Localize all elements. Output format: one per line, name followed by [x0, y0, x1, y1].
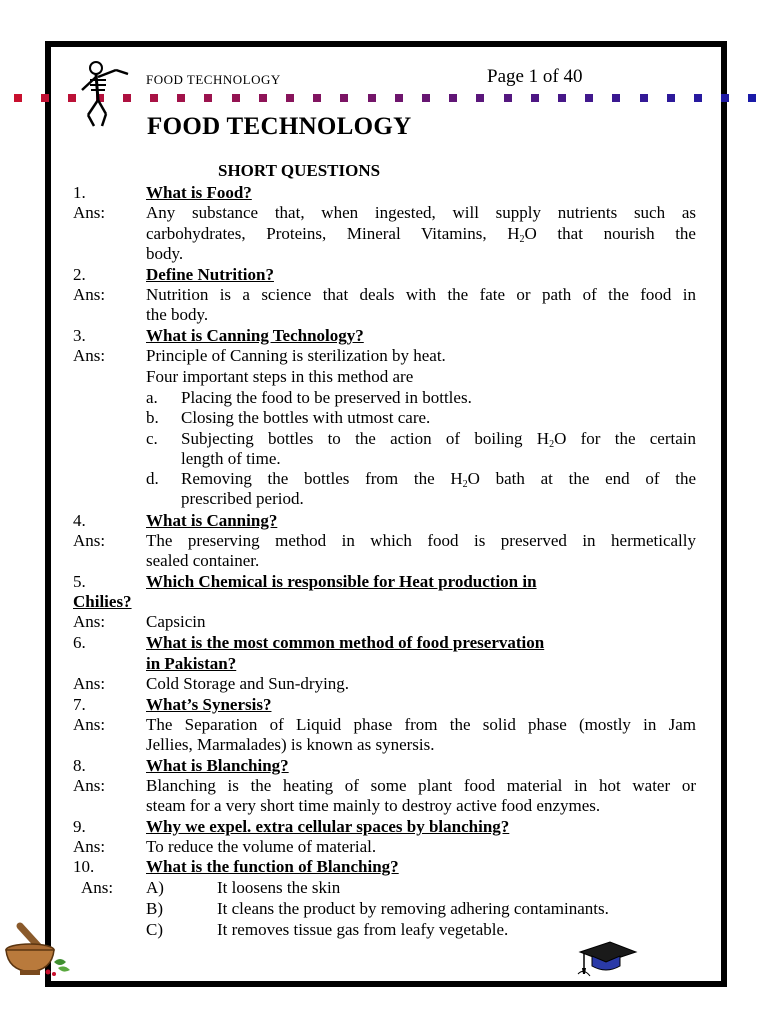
section-heading: SHORT QUESTIONS — [218, 161, 381, 180]
divider-dot — [259, 94, 267, 102]
divider-dot — [395, 94, 403, 102]
step-text: Removing the bottles from the $H_2O$ bath at the end of the — [181, 469, 696, 490]
divider-dot — [612, 94, 620, 102]
graduation-cap-clipart — [576, 938, 638, 978]
answer-label: Ans: — [73, 346, 106, 365]
answer-label: Ans: — [73, 674, 106, 693]
divider-dot — [232, 94, 240, 102]
answer-text: carbohydrates, Proteins, Mineral Vitamins, $H_2O$ that nourish the — [146, 224, 696, 245]
question-text: What is Food? — [146, 183, 252, 202]
question-text: What is Blanching? — [146, 756, 289, 775]
divider-dot — [150, 94, 158, 102]
skeleton-clipart — [76, 60, 132, 130]
item-letter: C) — [146, 920, 163, 939]
answer-label: Ans: — [73, 776, 106, 795]
step-letter: d. — [146, 469, 159, 488]
divider-dot — [640, 94, 648, 102]
divider-dot — [204, 94, 212, 102]
answer-label: Ans: — [73, 612, 106, 631]
divider-dot — [667, 94, 675, 102]
answer-text: The Separation of Liquid phase from the solid phase (mostly in Jam — [146, 715, 696, 734]
divider-dot — [449, 94, 457, 102]
question-text: What is Canning Technology? — [146, 326, 364, 345]
divider-dot — [748, 94, 756, 102]
divider-dot — [368, 94, 376, 102]
answer-text: Cold Storage and Sun-drying. — [146, 674, 350, 693]
answer-text: body. — [146, 244, 184, 263]
question-text: Which Chemical is responsible for Heat production in — [146, 572, 537, 591]
divider-dot — [721, 94, 729, 102]
question-number: 7. — [73, 695, 86, 714]
divider-dot — [340, 94, 348, 102]
answer-label: Ans: — [73, 837, 106, 856]
question-text: in Pakistan? — [146, 654, 237, 673]
item-text: It cleans the product by removing adhering contaminants. — [217, 899, 609, 918]
item-text: It loosens the skin — [217, 878, 341, 897]
step-text: prescribed period. — [181, 489, 304, 508]
question-number: 5. — [73, 572, 86, 591]
answer-text: Principle of Canning is sterilization by heat. — [146, 346, 446, 365]
answer-label: Ans: — [73, 203, 106, 222]
item-text: It removes tissue gas from leafy vegetable. — [217, 920, 509, 939]
question-number: 1. — [73, 183, 86, 202]
divider-dot — [177, 94, 185, 102]
answer-text: Any substance that, when ingested, will supply nutrients such as — [146, 203, 696, 222]
answer-text: the body. — [146, 305, 209, 324]
answer-text: steam for a very short time mainly to destroy active food enzymes. — [146, 796, 601, 815]
answer-label: Ans: — [73, 285, 106, 304]
page-indicator: Page 1 of 40 — [487, 66, 583, 87]
divider-dot — [422, 94, 430, 102]
question-text: Define Nutrition? — [146, 265, 274, 284]
answer-text: Capsicin — [146, 612, 206, 631]
step-text: length of time. — [181, 449, 281, 468]
question-text: What is the most common method of food preservation — [146, 633, 545, 652]
answer-label: Ans: — [73, 531, 106, 550]
divider-dot — [14, 94, 22, 102]
step-letter: a. — [146, 388, 158, 407]
question-number: 6. — [73, 633, 86, 652]
divider-dot — [531, 94, 539, 102]
answer-text: Nutrition is a science that deals with the fate or path of the food in — [146, 285, 696, 304]
divider-dot — [585, 94, 593, 102]
answer-text: The preserving method in which food is preserved in hermetically — [146, 531, 696, 550]
question-number: 3. — [73, 326, 86, 345]
answer-text: sealed container. — [146, 551, 260, 570]
divider-dot — [558, 94, 566, 102]
document-title: FOOD TECHNOLOGY — [147, 113, 412, 140]
question-number: 8. — [73, 756, 86, 775]
item-letter: A) — [146, 878, 164, 897]
step-text: Placing the food to be preserved in bottles. — [181, 388, 472, 407]
divider-dot — [286, 94, 294, 102]
divider-dot — [694, 94, 702, 102]
divider-dot — [313, 94, 321, 102]
question-text: What is the function of Blanching? — [146, 857, 399, 876]
question-text: Chilies? — [73, 592, 132, 611]
answer-text: Four important steps in this method are — [146, 367, 414, 386]
answer-text: To reduce the volume of material. — [146, 837, 377, 856]
divider-dot — [41, 94, 49, 102]
question-number: 9. — [73, 817, 86, 836]
mortar-pestle-clipart — [0, 922, 72, 978]
answer-label: Ans: — [73, 715, 106, 734]
answer-label: Ans: — [81, 878, 114, 897]
divider-dot — [504, 94, 512, 102]
answer-text: Blanching is the heating of some plant food material in hot water or — [146, 776, 696, 795]
question-number: 10. — [73, 857, 95, 876]
question-number: 4. — [73, 511, 86, 530]
question-text: What’s Synersis? — [146, 695, 272, 714]
answer-text: Jellies, Marmalades) is known as synersis. — [146, 735, 435, 754]
divider-dot — [476, 94, 484, 102]
step-text: Closing the bottles with utmost care. — [181, 408, 431, 427]
step-text: Subjecting bottles to the action of boiling $H_2O$ for the certain — [181, 429, 696, 450]
question-text: Why we expel. extra cellular spaces by blanching? — [146, 817, 510, 836]
step-letter: b. — [146, 408, 159, 427]
question-number: 2. — [73, 265, 86, 284]
item-letter: B) — [146, 899, 163, 918]
running-header: FOOD TECHNOLOGY — [146, 72, 281, 87]
question-text: What is Canning? — [146, 511, 278, 530]
step-letter: c. — [146, 429, 158, 448]
